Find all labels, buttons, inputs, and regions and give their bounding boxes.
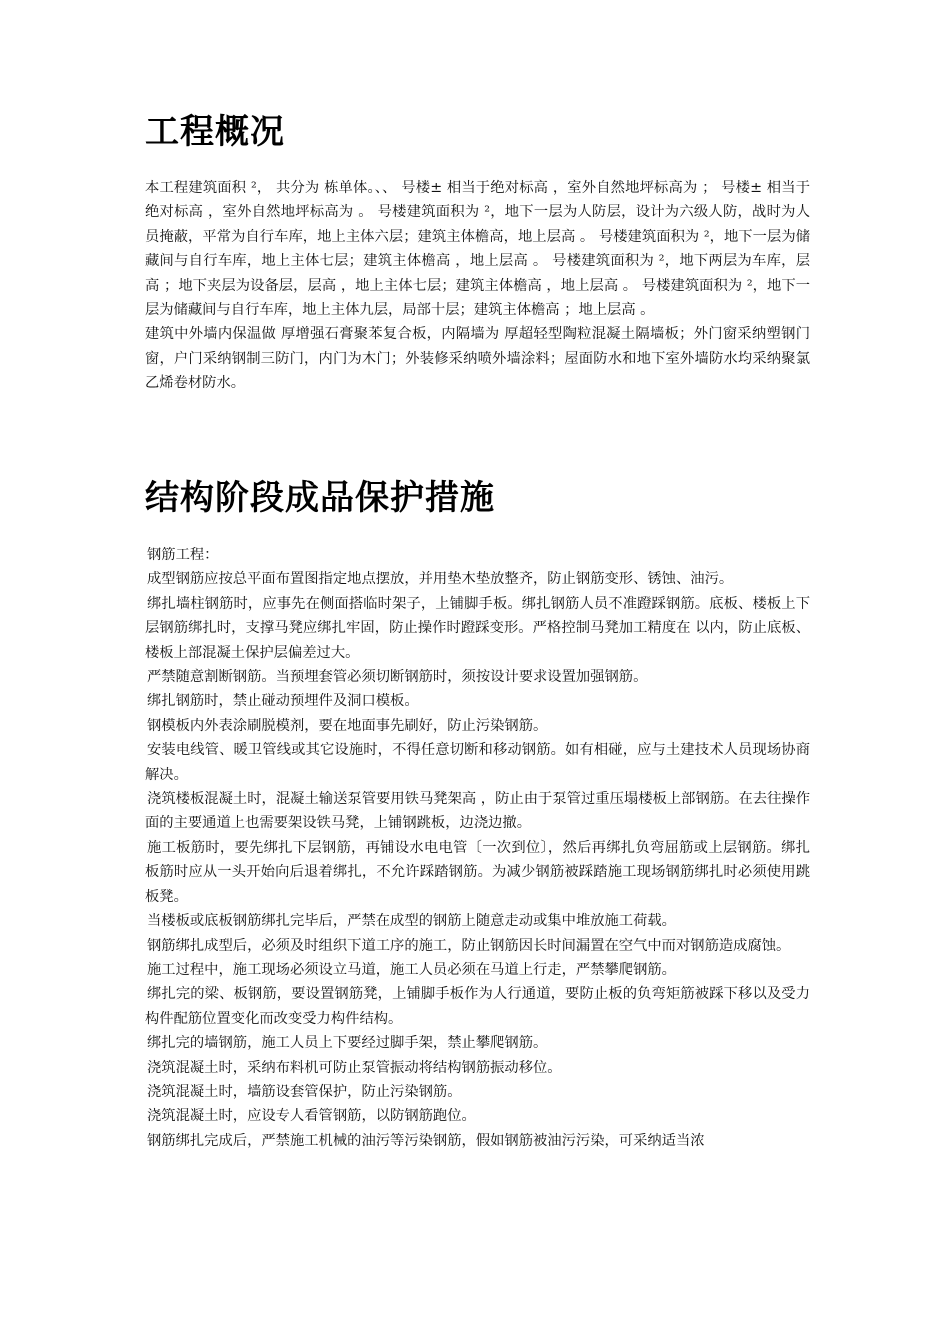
overview-paragraph: 建筑中外墙内保温做 厚增强石膏聚苯复合板，内隔墙为 厚超轻型陶粒混凝土隔墙板；外门窗采纳塑钢门窗，户门采纳钢制三防门，内门为木门；外装修采纳喷外墙涂料；屋面防水和地下室外墙防水均采纳聚氯乙烯卷材防水。 <box>145 326 810 392</box>
protection-paragraph: 成型钢筋应按总平面布置图指定地点摆放，并用垫木垫放整齐，防止钢筋变形、锈蚀、油污。 <box>147 571 734 588</box>
protection-subheading: 钢筋工程： <box>147 547 219 563</box>
protection-paragraph: 绑扎完的梁、板钢筋，要设置钢筋凳，上铺脚手板作为人行通道，要防止板的负弯矩筋被踩下移以及受力构件配筋位置变化而改变受力构件结构。 <box>145 986 810 1027</box>
protection-paragraph: 施工板筋时，要先绑扎下层钢筋，再铺设水电电管〔一次到位〕，然后再绑扎负弯屈筋或上层钢筋。绑扎板筋时应从一头开始向后退着绑扎，不允许踩踏钢筋。为减少钢筋被踩踏施工现场钢筋绑扎时必须使用跳板凳。 <box>145 839 810 905</box>
protection-paragraph: 绑扎墙柱钢筋时，应事先在侧面搭临时架子，上铺脚手板。绑扎钢筋人员不准蹬踩钢筋。底板、楼板上下层钢筋绑扎时，支撑马凳应绑扎牢固，防止操作时蹬踩变形。严格控制马凳加工精度在 以内，防止底板、楼板上部混凝土保护层偏差过大。 <box>145 595 810 661</box>
protection-paragraph: 钢筋绑扎成型后，必须及时组织下道工序的施工，防止钢筋因长时间漏置在空气中而对钢筋造成腐蚀。 <box>147 937 791 954</box>
protection-paragraph: 严禁随意割断钢筋。当预埋套管必须切断钢筋时，须按设计要求设置加强钢筋。 <box>147 669 648 686</box>
protection-paragraph: 当楼板或底板钢筋绑扎完毕后，严禁在成型的钢筋上随意走动或集中堆放施工荷载。 <box>147 913 676 930</box>
protection-paragraph: 绑扎钢筋时，禁止碰动预埋件及洞口模板。 <box>147 693 419 710</box>
protection-body <box>145 543 810 1153</box>
protection-paragraph: 浇筑混凝土时，采纳布料机可防止泵管振动将结构钢筋振动移位。 <box>147 1059 562 1076</box>
protection-paragraph: 钢筋绑扎完成后，严禁施工机械的油污等污染钢筋，假如钢筋被油污污染，可采纳适当浓 <box>147 1132 705 1149</box>
protection-paragraph: 施工过程中，施工现场必须设立马道，施工人员必须在马道上行走，严禁攀爬钢筋。 <box>147 961 676 978</box>
protection-paragraph: 绑扎完的墙钢筋，施工人员上下要经过脚手架，禁止攀爬钢筋。 <box>147 1035 548 1052</box>
protection-paragraph: 钢模板内外表涂刷脱模剂，要在地面事先刷好，防止污染钢筋。 <box>147 717 548 734</box>
overview-paragraph: 本工程建筑面积 ²， 共分为 栋单体。、、 号楼± 相当于绝对标高 ，室外自然地坪标高为 ； 号楼± 相当于绝对标高 ，室外自然地坪标高为 。 号楼建筑面积为 ²，地下一层为人防层，设计为六级人防，战时为人员掩蔽，平常为自行车库，地上主体六层；建筑主体檐高，地上层高 。 号楼建筑面积为 ²，地下一层为储藏间与自行车库，地上主体七层；建筑主体檐高 ，地上层高 。 号楼建筑面积为 ²，地下两层为车库，层高 ；地下夹层为设备层，层高 ，地上主体七层；建筑主体檐高 ，地上层高 。 号楼建筑面积为 ²，地下一层为储藏间与自行车库，地上主体九层，局部十层；建筑主体檐高 ；地上层高 。 <box>145 180 810 319</box>
section-heading-protection: 结构阶段成品保护措施 <box>145 478 495 518</box>
protection-paragraph: 浇筑混凝土时，应设专人看管钢筋，以防钢筋跑位。 <box>147 1108 476 1125</box>
protection-paragraph: 安装电线管、暖卫管线或其它设施时，不得任意切断和移动钢筋。如有相碰，应与土建技术人员现场协商解决。 <box>145 742 810 783</box>
section-heading-overview: 工程概况 <box>145 112 285 152</box>
overview-body <box>145 176 810 396</box>
protection-paragraph: 浇筑楼板混凝土时，混凝土输送泵管要用铁马凳架高 ，防止由于泵管过重压塌楼板上部钢筋。在去往操作面的主要通道上也需要架设铁马凳，上铺钢跳板，边浇边撤。 <box>145 791 810 832</box>
protection-paragraph: 浇筑混凝土时，墙筋设套管保护，防止污染钢筋。 <box>147 1083 462 1100</box>
